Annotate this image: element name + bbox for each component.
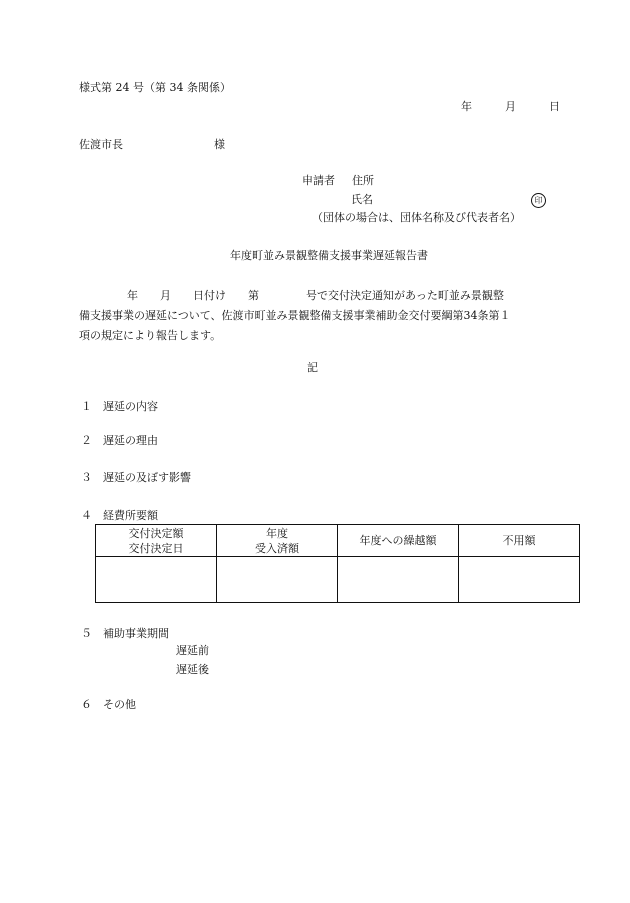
table-header-row <box>96 525 580 557</box>
period-after-label: 遅延後 <box>176 663 209 676</box>
item-label: 遅延の及ぼす影響 <box>103 471 191 484</box>
table-row <box>96 557 580 603</box>
item-1 <box>81 401 158 412</box>
header-cell <box>338 525 459 557</box>
name-label: 氏名 <box>351 193 373 206</box>
item-5 <box>81 628 169 639</box>
item-number: ４ <box>81 509 92 522</box>
body-month: 月 <box>160 289 171 302</box>
document-title: 年度町並み景観整備支援事業遅延報告書 <box>230 249 428 262</box>
body-line-3: 項の規定により報告します。 <box>79 329 222 342</box>
item-4 <box>81 510 158 521</box>
header-cell <box>96 525 217 557</box>
item-2 <box>81 435 158 446</box>
date-year: 年 <box>461 100 472 113</box>
header-line-2: 受入済額 <box>255 541 299 555</box>
item-3 <box>81 472 191 483</box>
addressee <box>79 138 225 151</box>
table-cell[interactable] <box>96 557 217 603</box>
item-label: 遅延の理由 <box>103 434 158 447</box>
table-cell[interactable] <box>338 557 459 603</box>
item-label: 経費所要額 <box>103 509 158 522</box>
body-line-1 <box>79 286 554 306</box>
header-line-1: 交付決定額 <box>128 526 184 540</box>
group-note: （団体の場合は、団体名称及び代表者名） <box>312 211 521 224</box>
table-cell[interactable] <box>459 557 580 603</box>
body-paragraph <box>79 286 554 346</box>
ki-heading: 記 <box>307 361 318 374</box>
header-cell <box>459 525 580 557</box>
applicant-line <box>302 174 374 187</box>
addressee-honorific: 様 <box>214 138 225 151</box>
body-year: 年 <box>127 289 138 302</box>
header-line-1: 年度への繰越額 <box>359 534 437 547</box>
form-number: 様式第 24 号（第 34 条関係） <box>79 81 231 94</box>
applicant-label: 申請者 <box>302 174 335 187</box>
body-dai: 第 <box>248 289 259 302</box>
header-line-1: 年度 <box>266 526 288 540</box>
item-number: ５ <box>81 627 92 640</box>
cost-table <box>95 524 580 603</box>
body-line-1-rest: 号で交付決定通知があった町並み景観整 <box>306 289 504 302</box>
item-number: ６ <box>81 698 92 711</box>
item-number: ３ <box>81 471 92 484</box>
header-line-2: 交付決定日 <box>128 541 184 555</box>
seal-mark: 印 <box>531 193 546 208</box>
address-label: 住所 <box>352 174 374 187</box>
period-before-label: 遅延前 <box>176 644 209 657</box>
body-day: 日付け <box>193 289 226 302</box>
item-label: その他 <box>103 698 136 711</box>
item-number: ２ <box>81 434 92 447</box>
item-number: １ <box>81 400 92 413</box>
table-cell[interactable] <box>217 557 338 603</box>
addressee-name: 佐渡市長 <box>79 138 123 151</box>
item-label: 遅延の内容 <box>103 400 158 413</box>
item-label: 補助事業期間 <box>103 627 169 640</box>
date-month: 月 <box>505 100 516 113</box>
date-day: 日 <box>549 100 560 113</box>
header-cell <box>217 525 338 557</box>
body-line-2: 備支援事業の遅延について、佐渡市町並み景観整備支援事業補助金交付要綱第34条第１ <box>79 309 511 322</box>
date-line <box>461 101 560 112</box>
header-line-1: 不用額 <box>502 534 536 547</box>
item-6 <box>81 699 136 710</box>
